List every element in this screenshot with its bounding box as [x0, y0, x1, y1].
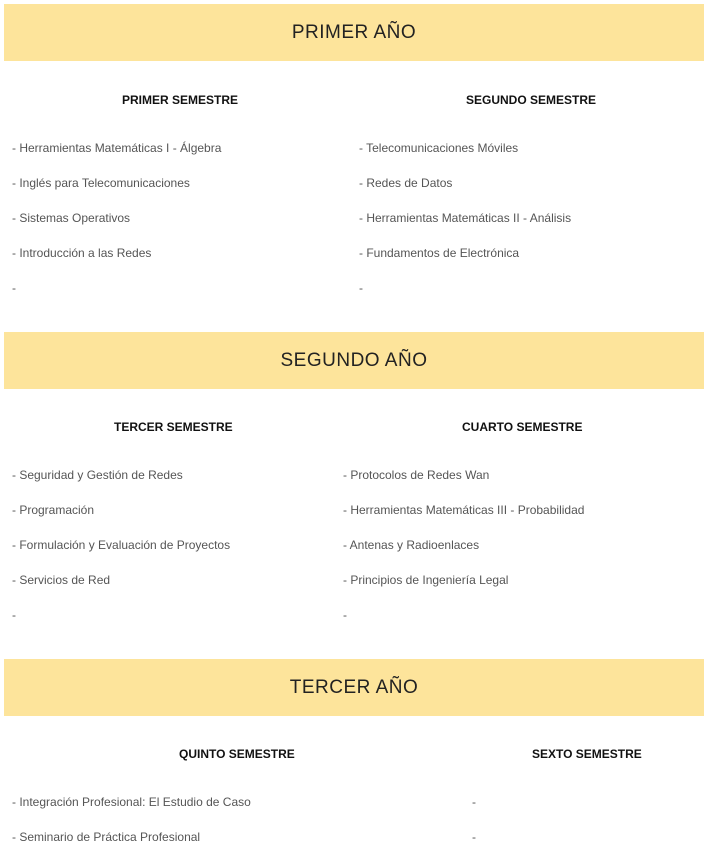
course-item: - Servicios de Red — [12, 573, 111, 587]
semester-title-4: CUARTO SEMESTRE — [462, 420, 583, 434]
course-item: - Formulación y Evaluación de Proyectos — [12, 538, 231, 552]
course-item-empty: - — [343, 608, 347, 622]
course-item: - Herramientas Matemáticas II - Análisis — [359, 211, 572, 225]
course-item: - Inglés para Telecomunicaciones — [12, 176, 190, 190]
course-item: - Integración Profesional: El Estudio de Caso — [12, 795, 251, 809]
course-item: - Protocolos de Redes Wan — [343, 468, 490, 482]
course-item: - Telecomunicaciones Móviles — [359, 141, 519, 155]
course-item-empty: - — [472, 830, 476, 844]
semester-title-3: TERCER SEMESTRE — [114, 420, 233, 434]
course-item-empty: - — [12, 608, 16, 622]
course-item: - Fundamentos de Electrónica — [359, 246, 520, 260]
course-item: - Introducción a las Redes — [12, 246, 152, 260]
course-item: - Seguridad y Gestión de Redes — [12, 468, 183, 482]
semester-title-6: SEXTO SEMESTRE — [532, 747, 642, 761]
course-item: - Herramientas Matemáticas I - Álgebra — [12, 141, 222, 155]
course-item: - Sistemas Operativos — [12, 211, 131, 225]
semester-title-5: QUINTO SEMESTRE — [179, 747, 295, 761]
course-item: - Redes de Datos — [359, 176, 453, 190]
year-header-3: TERCER AÑO — [4, 659, 704, 716]
course-item-empty: - — [12, 281, 16, 295]
course-item: - Antenas y Radioenlaces — [343, 538, 480, 552]
course-item-empty: - — [472, 795, 476, 809]
course-item: - Seminario de Práctica Profesional — [12, 830, 201, 844]
course-item: - Principios de Ingeniería Legal — [343, 573, 509, 587]
course-item-empty: - — [359, 281, 363, 295]
semester-title-1: PRIMER SEMESTRE — [122, 93, 239, 107]
year-header-2: SEGUNDO AÑO — [4, 332, 704, 389]
year-header-1: PRIMER AÑO — [4, 4, 704, 61]
course-item: - Herramientas Matemáticas III - Probabilidad — [343, 503, 585, 517]
semester-title-2: SEGUNDO SEMESTRE — [466, 93, 597, 107]
course-item: - Programación — [12, 503, 95, 517]
